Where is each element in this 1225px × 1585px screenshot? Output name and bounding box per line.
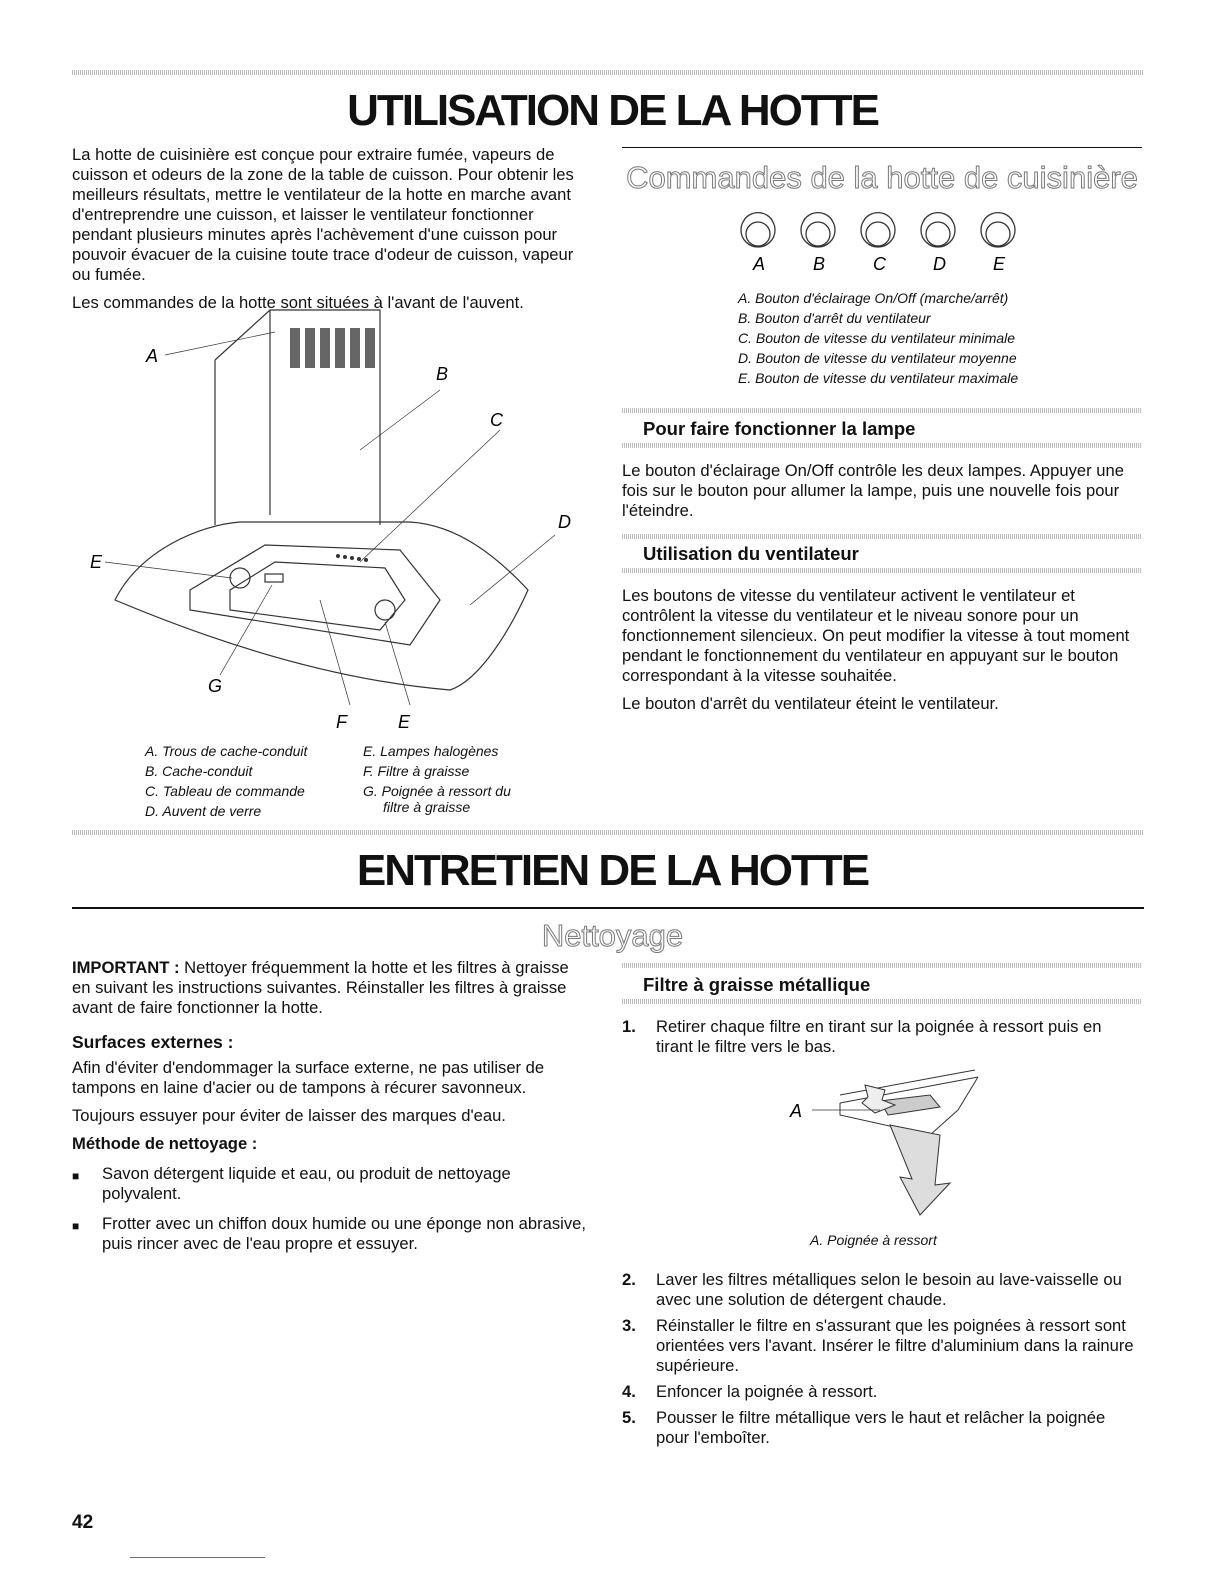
hood-label-c: C <box>490 410 503 430</box>
button-c-icon <box>861 213 895 247</box>
fan-divider-bottom <box>622 568 1142 573</box>
button-letter-b: B <box>813 254 826 274</box>
controls-legend-item: E. Bouton de vitesse du ventilateur maximale <box>738 370 1019 386</box>
lamp-divider-top <box>622 408 1142 413</box>
filter-heading: Filtre à graisse métallique <box>643 974 871 995</box>
step-text: Pousser le filtre métallique vers le haut et relâcher la poignée pour l'emboîter. <box>656 1408 1106 1447</box>
fan-paragraph-1: Les boutons de vitesse du ventilateur activent le ventilateur et contrôlent la vitesse du ventilateur et le niveau sonore pour un fonctionnement silencieux. On peut modifier la vitesse à tout moment pendant le fonctionnement du ventilateur en appuyant sur le bouton correspondant à la vitesse souhaitée. <box>622 586 1130 685</box>
fan-heading: Utilisation du ventilateur <box>643 543 859 564</box>
controls-legend-item: A. Bouton d'éclairage On/Off (marche/arrêt) <box>738 290 1009 306</box>
lamp-divider-bottom <box>622 443 1142 448</box>
list-item <box>622 1270 1142 1310</box>
filter-divider-top <box>622 963 1142 968</box>
step-text: Enfoncer la poignée à ressort. <box>656 1382 878 1401</box>
hood-legend-right <box>363 741 583 813</box>
controls-legend-item: D. Bouton de vitesse du ventilateur moyenne <box>738 350 1017 366</box>
maintenance-rule <box>72 907 1144 909</box>
controls-legend-item: C. Bouton de vitesse du ventilateur minimale <box>738 330 1016 346</box>
step-text: Réinstaller le filtre en s'assurant que les poignées à ressort sont orientées vers l'avant. Insérer le filtre d'aluminium dans la rainure supérieure. <box>656 1316 1134 1375</box>
list-item <box>622 1408 1142 1448</box>
hood-legend-item: C. Tableau de commande <box>145 783 305 799</box>
hood-label-e-bottom: E <box>398 712 411 732</box>
bullet-text: Frotter avec un chiffon doux humide ou une éponge non abrasive, puis rincer avec de l'eau propre et essuyer. <box>102 1214 587 1253</box>
button-letter-e: E <box>993 254 1006 274</box>
hood-legend-item: G. Poignée à ressort du <box>363 783 511 799</box>
cleaning-left-column <box>72 958 587 1264</box>
list-item <box>622 1316 1142 1376</box>
important-label: IMPORTANT : <box>72 958 180 977</box>
list-item <box>72 1214 587 1254</box>
button-letter-a: A <box>753 254 766 274</box>
fan-paragraph-2: Le bouton d'arrêt du ventilateur éteint le ventilateur. <box>622 694 999 713</box>
hood-diagram <box>80 300 600 740</box>
intro-paragraph-2: Les commandes de la hotte sont situées à l'avant de l'auvent. <box>72 293 524 312</box>
list-item <box>622 1382 1142 1402</box>
lamp-heading: Pour faire fonctionner la lampe <box>643 418 916 439</box>
controls-legend-item: B. Bouton d'arrêt du ventilateur <box>738 310 931 326</box>
step-text: Retirer chaque filtre en tirant sur la poignée à ressort puis en tirant le filtre vers le bas. <box>656 1017 1102 1056</box>
fan-text <box>622 586 1142 722</box>
filter-label-a: A <box>790 1101 803 1121</box>
hood-legend-item: D. Auvent de verre <box>145 803 262 819</box>
button-letter-c: C <box>873 254 886 274</box>
bullet-text: Savon détergent liquide et eau, ou produit de nettoyage polyvalent. <box>102 1164 511 1203</box>
step-number: 5. <box>622 1408 636 1427</box>
step-number: 1. <box>622 1017 636 1036</box>
important-text: Nettoyer fréquemment la hotte et les filtres à graisse en suivant les instructions suivantes. Réinstaller les filtres à graisse avant de faire fonctionner la hotte. <box>72 958 569 1017</box>
method-heading: Méthode de nettoyage : <box>72 1134 258 1153</box>
surfaces-paragraph-1: Afin d'éviter d'endommager la surface externe, ne pas utiliser de tampons en laine d'acier ou de tampons à récurer savonneux. <box>72 1058 545 1097</box>
surfaces-paragraph-2: Toujours essuyer pour éviter de laisser des marques d'eau. <box>72 1106 506 1125</box>
step-number: 2. <box>622 1270 636 1289</box>
hood-legend-item: filtre à graisse <box>383 799 471 815</box>
page-number: 42 <box>72 1512 94 1533</box>
hood-label-f: F <box>336 712 347 732</box>
lamp-text: Le bouton d'éclairage On/Off contrôle les deux lampes. Appuyer une fois sur le bouton pour allumer la lampe, puis une nouvelle fois pour l'éteindre. <box>622 461 1124 520</box>
cleaning-subtitle: Nettoyage <box>541 918 684 953</box>
button-d-icon <box>921 213 955 247</box>
hood-legend-item: E. Lampes halogènes <box>363 743 499 759</box>
button-letter-d: D <box>933 254 946 274</box>
top-divider <box>72 70 1144 75</box>
list-item <box>622 1017 1142 1057</box>
hood-label-e-left: E <box>90 552 103 572</box>
button-b-icon <box>801 213 835 247</box>
hood-legend-item: F. Filtre à graisse <box>363 763 470 779</box>
step-text: Laver les filtres métalliques selon le besoin au lave-vaisselle ou avec une solution de détergent chaude. <box>656 1270 1122 1309</box>
controls-rule <box>622 147 1142 148</box>
controls-heading: Commandes de la hotte de cuisinière <box>626 160 1138 195</box>
step-number: 3. <box>622 1316 636 1335</box>
hood-label-d: D <box>558 512 571 532</box>
filter-caption: A. Poignée à ressort <box>810 1232 937 1248</box>
bullet-icon: ■ <box>72 1169 80 1183</box>
filter-steps <box>622 1270 1142 1454</box>
section-title-maintenance: ENTRETIEN DE LA HOTTE <box>356 846 869 895</box>
hood-legend-left <box>145 741 355 821</box>
hood-label-a: A <box>146 346 159 366</box>
hood-label-b: B <box>436 364 449 384</box>
footer-line <box>130 1557 265 1558</box>
important-note <box>72 958 587 1018</box>
hood-label-g: G <box>208 676 223 696</box>
controls-legend <box>738 288 1138 388</box>
hood-legend-item: A. Trous de cache-conduit <box>145 743 308 759</box>
intro-text <box>72 145 592 321</box>
surfaces-heading: Surfaces externes : <box>72 1032 234 1052</box>
button-a-icon <box>741 213 775 247</box>
step-number: 4. <box>622 1382 636 1401</box>
fan-divider-top <box>622 534 1142 539</box>
mid-divider <box>72 830 1144 835</box>
list-item <box>72 1164 587 1204</box>
button-e-icon <box>981 213 1015 247</box>
intro-paragraph-1: La hotte de cuisinière est conçue pour extraire fumée, vapeurs de cuisson et odeurs de la zone de la table de cuisson. Pour obtenir les meilleurs résultats, mettre le ventilateur de la hotte en marche avant d'entreprendre une cuisson, et laisser le ventilateur fonctionner pendant plusieurs minutes après l'achèvement d'une cuisson pour pouvoir évacuer de la cuisine toute trace d'odeur de cuisson, vapeur ou fumée. <box>72 145 574 284</box>
section-title-usage: UTILISATION DE LA HOTTE <box>347 86 878 135</box>
filter-step-1-container <box>622 1017 1142 1063</box>
filter-diagram <box>780 1065 1000 1225</box>
control-buttons <box>720 200 1040 275</box>
hood-legend-item: B. Cache-conduit <box>145 763 253 779</box>
bullet-icon: ■ <box>72 1219 80 1233</box>
filter-divider-bottom <box>622 999 1142 1004</box>
